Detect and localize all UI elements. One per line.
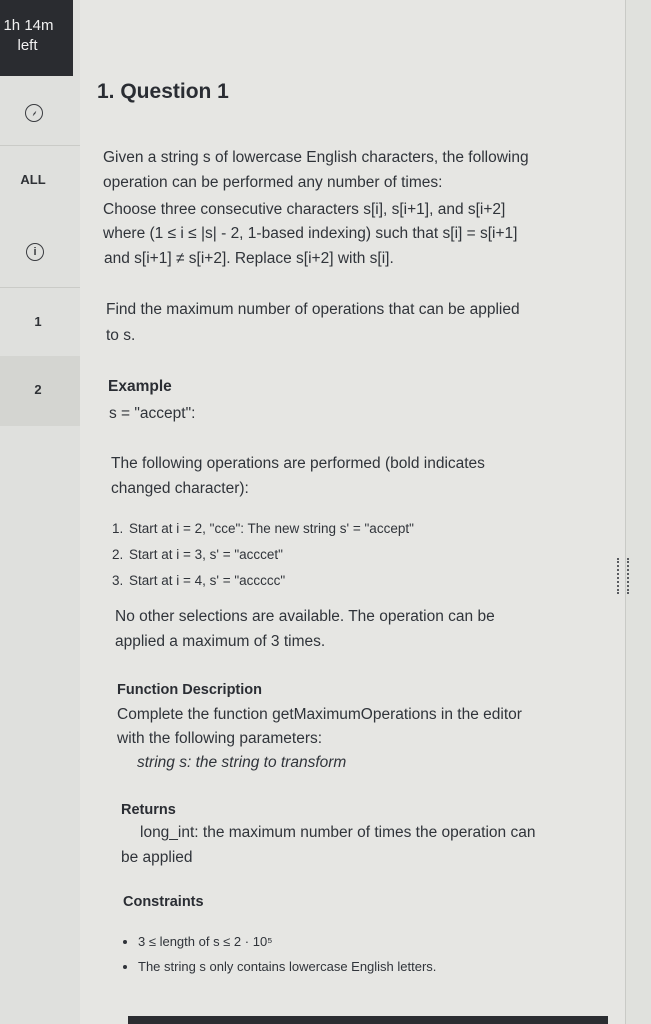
sidebar [0, 0, 81, 1024]
divider [0, 145, 80, 146]
returns-line: be applied [121, 849, 193, 866]
step-item: 2. Start at i = 3, s' = "acccet" [127, 542, 414, 568]
description-line: Given a string s of lowercase English characters, the following [103, 149, 529, 166]
description-line: where (1 ≤ i ≤ |s| - 2, 1-based indexing) such that s[i] = s[i+1] [103, 225, 518, 242]
description-line: Choose three consecutive characters s[i], s[i+1], and s[i+2] [103, 201, 506, 218]
nav-all[interactable]: ALL [20, 172, 46, 187]
constraint-item: • The string s only contains lowercase English letters. [138, 954, 436, 979]
question-title: 1. Question 1 [97, 80, 229, 103]
scrollbar[interactable] [625, 0, 651, 1024]
nav-question-1[interactable]: 1 [34, 314, 42, 329]
step-item: 3. Start at i = 4, s' = "accccc" [127, 568, 414, 594]
step-item: 1. Start at i = 2, "cce": The new string s' = "accept" [127, 516, 414, 542]
info-icon[interactable]: i [26, 243, 44, 261]
constraints-list [122, 929, 436, 979]
timer-suffix: left [17, 37, 38, 54]
example-input: s = "accept": [109, 405, 196, 422]
returns-heading: Returns [121, 802, 176, 818]
operations-intro: The following operations are performed (bold indicates [111, 455, 485, 472]
example-conclusion: No other selections are available. The operation can be [115, 608, 495, 625]
description-line: operation can be performed any number of times: [103, 174, 443, 191]
function-heading: Function Description [117, 682, 262, 698]
timer-value: 1h 14m [3, 17, 54, 34]
function-parameter: string s: the string to transform [137, 754, 347, 771]
returns-line: long_int: the maximum number of times the operation can [140, 824, 536, 841]
constraint-item: • 3 ≤ length of s ≤ 2 · 10⁵ [138, 929, 436, 954]
example-heading: Example [108, 378, 172, 395]
scrollbar-handle[interactable] [617, 558, 629, 594]
operations-intro: changed character): [111, 480, 249, 497]
task-line: to s. [106, 327, 136, 344]
function-line: Complete the function getMaximumOperations in the editor [117, 706, 522, 723]
divider [0, 287, 80, 288]
task-line: Find the maximum number of operations that can be applied [106, 301, 520, 318]
example-steps [112, 516, 414, 594]
description-line: and s[i+1] ≠ s[i+2]. Replace s[i+2] with s[i]. [104, 250, 394, 267]
nav-question-2[interactable]: 2 [34, 382, 42, 397]
example-conclusion: applied a maximum of 3 times. [115, 633, 326, 650]
bottom-toolbar[interactable] [128, 1016, 608, 1024]
time-remaining [0, 0, 73, 76]
compass-icon[interactable] [25, 104, 43, 122]
function-line: with the following parameters: [117, 730, 323, 747]
constraints-heading: Constraints [123, 894, 204, 910]
compass-needle [30, 109, 39, 118]
